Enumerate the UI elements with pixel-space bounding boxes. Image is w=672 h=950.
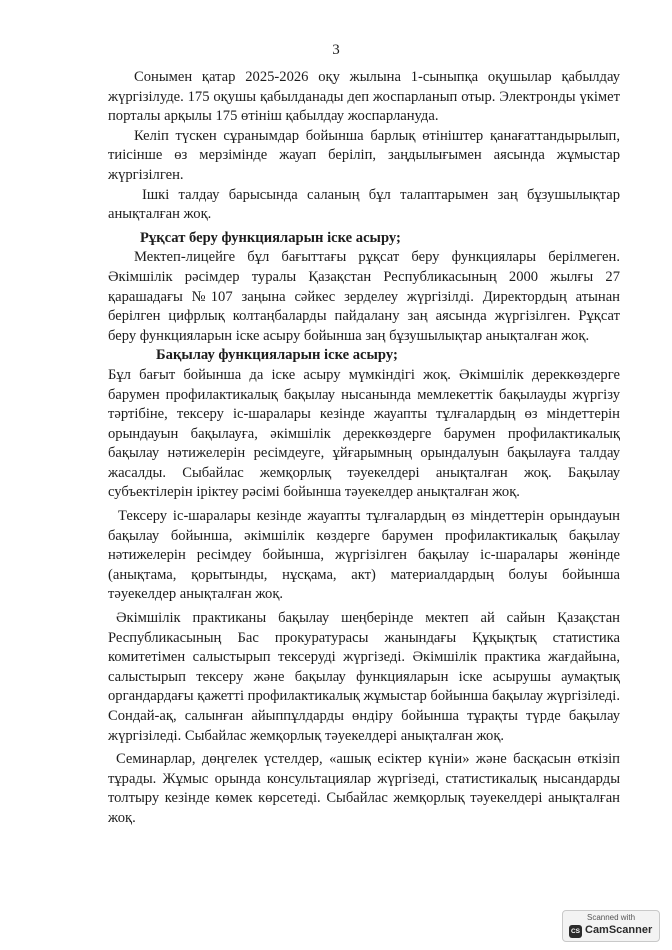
camscanner-watermark: [562, 910, 660, 942]
paragraph-requests: Келіп түскен сұранымдар бойынша барлық өтініштер қанағаттандырылып, тиісінше өз мерзімінде жауап беріліп, заңдылығымен аясында жұмыстар жүргізілген.: [108, 127, 620, 183]
watermark-top-text: Scanned with: [586, 913, 636, 922]
page-number: 3: [332, 42, 340, 58]
paragraph-administrative-practice: Әкімшілік практиканы бақылау шеңберінде мектеп ай сайын Қазақстан Республикасының Бас прокуратурасы жанындағы Құқықтық статистика комитетімен салыстырып тексеруді жүргізеді. Әкімшілік практика жағдайына, салыстырып тексеру және бақылау функцияларын іске асырушы аумақтық органдардағы қажетті профилактикалық жұмыстар бойынша бақылау жүргізіледі. Сондай-ақ, салынған айыппұлдарды өндіру бойынша тұрақты түрде бақылау жүргізіледі. Сыбайлас жемқорлық тәуекелдері анықталған жоқ.: [108, 610, 620, 744]
paragraph-internal-analysis: Ішкі талдау барысында саланың бұл талаптарымен заң бұзушылықтар анықталған жоқ.: [108, 186, 620, 223]
document-body: [108, 68, 620, 829]
paragraph-admissions: Сонымен қатар 2025-2026 оқу жылына 1-сыныпқа оқушылар қабылдау жүргізілуде. 175 оқушы қабылданады деп жоспарланып отыр. Электронды үкімет порталы арқылы 175 өтініш қабылдау жоспарлануда.: [108, 69, 620, 125]
paragraph-permit-functions: Мектеп-лицейге бұл бағыттағы рұқсат беру функциялары берілмеген. Әкімшілік рәсімдер туралы Қазақстан Республикасының 2000 жылғы 27 қарашадағы №107 заңына сәйкес зерделеу жүргізілді. Директордың атынан берілген цифрлық колтаңбаларды пайдалану заң аясында жүргізілген. Рұқсат беру функцияларын іске асыру бойынша заң бұзушылықтар анықталған жоқ.: [108, 249, 620, 344]
paragraph-control-functions: Бұл бағыт бойынша да іске асыру мүмкіндігі жоқ. Әкімшілік дереккөздерге барумен профилактикалық бақылау нысанында мемлекеттік бақылауды жүргізу тәртібіне, тексеру іс-шаралары кезінде жауапты тұлғалардың өз міндеттерін орындауын бақылауға, әкімшілік дереккөздерге барумен профилактикалық бақылау нәтижелерін ресімдеуге, ұйғарымның орындалуын бақылауға талдау жасалды. Сыбайлас жемқорлық тәуекелдері анықталған жоқ. Бақылау субъектілерін іріктеу рәсімі бойынша тәуекелдер анықталған жоқ.: [108, 366, 620, 501]
watermark-name: CamScanner: [585, 924, 653, 936]
paragraph-seminars: Семинарлар, дөңгелек үстелдер, «ашық есіктер күніи» және басқасын өткізіп тұрады. Жұмыс орында консультациялар жүргізеді, статистикалық нысандарды толтыру кезінде көмек көрсетеді. Сыбайлас жемқорлық тәуекелдері анықталған жоқ.: [108, 751, 620, 826]
camscanner-logo-icon: CS: [569, 925, 582, 938]
heading-control-functions: Бақылау функцияларын іске асыру;: [156, 347, 398, 364]
heading-permit-functions: Рұқсат беру функцияларын іске асыру;: [140, 229, 401, 246]
paragraph-inspection-measures: Тексеру іс-шаралары кезінде жауапты тұлғалардың өз міндеттерін орындауын бақылау бойынша, әкімшілік көздерге барумен профилактикалық бақылау нәтижелерін ресімдеу бойынша, жүргізілген бақылау іс-шаралары жөнінде (анықтама, қорытынды, нұсқама, акт) материалдардың болуы бойынша тәуекелдер анықталған жоқ.: [108, 508, 620, 603]
